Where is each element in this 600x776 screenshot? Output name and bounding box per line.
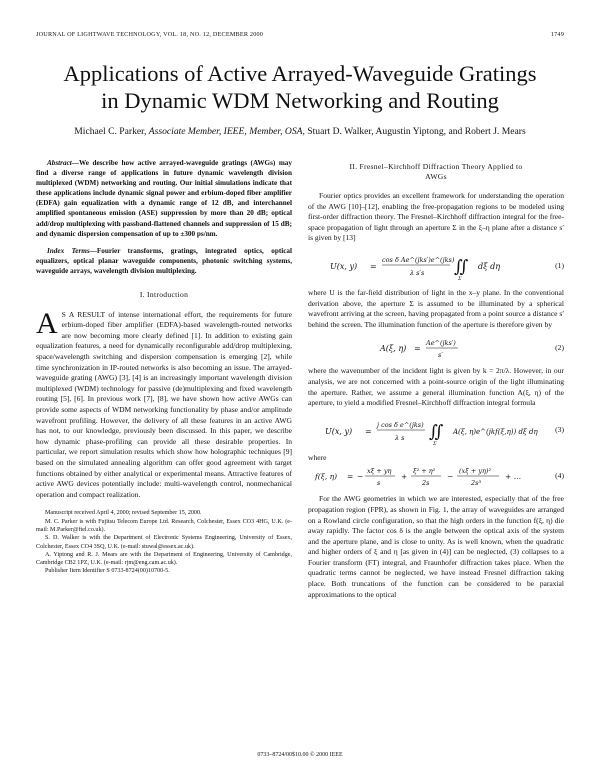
section-heading-line-1: II. Fresnel–Kirchhoff Diffraction Theory Applied to: [349, 162, 523, 171]
abstract-label: Abstract—: [47, 159, 79, 167]
left-column: [36, 158, 292, 576]
where-label: where: [308, 452, 327, 462]
title-line-1: Applications of Active Arrayed-Waveguide Gratings: [63, 61, 537, 86]
intro-paragraph: [36, 306, 292, 501]
equation-4-graphic: [315, 464, 535, 488]
abstract-text: We describe how active arrayed-waveguide gratings (AWGs) may find a diverse range of applications in future dynamic wavelength division multiplexed (WDM) networking and routing. Our initial simulations indicate that these applications include dynamic signal power and erbium-doped fiber amplifier (EDFA) gain equalization with a dynamic range of 12 dB, and interchannel amplified spontaneous emission (ASE) suppression by more than 20 dB; optical add/drop multiplexing with passband-flattened channels and suppression of 15 dB; and dynamic dispersion compensation of up to ±300 ps/nm.: [36, 159, 292, 238]
title-line-2: in Dynamic WDM Networking and Routing: [101, 88, 499, 113]
footnotes: [36, 509, 292, 575]
abstract: [36, 158, 292, 239]
intro-text: of intense international effort, the requirements for future erbium-doped fiber amplifier (EDFA)-based wavelength-routed networks are now becoming more clearly defined [1]. In addition to existing gain equalization features, a need for dynamically reconfigurable add/drop multiplexing, space/wavelength switching and dispersion compensation is emerging [2], while time synchronization in IP-routed networks is also becoming an issue. The arrayed-waveguide grating (AWG) [3], [4] is an increasingly important wavelength division multiplexed (WDM) technology for passive (de)multiplexing and fixed wavelength routing [5], [6]. In previous work [7], [8], we have shown how active AWGs can provide some aspects of WDM networking functionality by phase and/or amplitude wavefront profiling. However, the delivery of all these features in an active AWG has not, to our knowledge, previously been discussed. In this paper, we describe how dynamic phase-profiling can provide all these desirable properties. In particular, we report simulation results which show how holographic techniques [9] based on the simulated annealing algorithm can offer good agreement with target functions obtained by either analytical or experimental means. Attractive features of active AWG devices potentially include: multi-wavelength control, nonmechanical operation and compact realization.: [36, 309, 292, 499]
svg-text:Ae^(jks′): Ae^(jks′): [426, 339, 456, 348]
svg-text:dξ dη: dξ dη: [478, 261, 500, 271]
svg-text:xξ + yη: xξ + yη: [367, 467, 392, 476]
svg-text:+ …: + …: [505, 472, 522, 482]
svg-text:−: −: [357, 472, 364, 482]
svg-text:s: s: [377, 479, 381, 488]
svg-text:∬: ∬: [429, 421, 444, 442]
footnote: M. C. Parker is with Fujitsu Telecom Europe Ltd. Research, Colchester, Essex CO3 4HG, U.K. (e-mail: M.Parker@ftel.co.uk).: [36, 518, 292, 533]
author-rest: Stuart D. Walker, Augustin Yiptong, and Robert J. Mears: [307, 126, 526, 137]
equation-3-graphic: [325, 415, 538, 447]
svg-text:ξ² + η²: ξ² + η²: [413, 467, 436, 476]
svg-text:+: +: [401, 472, 408, 482]
section2-paragraph-4: For the AWG geometries in which we are interested, especially that of the free propagation region (FPR), as shown in Fig. 1, the array of waveguides are arranged on a Rowland circle configuration, so that the high orders in the function f(ξ, η) die away rapidly. The factor cos δ is the angle between the optical axis of the system and the aperture plane, and is close to unity. As is well known, when the quadratic and higher orders of ξ and η [as given in (4)] can be neglected, (3) collapses to a Fourier transform (FT) integral, and Fraunhofer diffraction takes place. When the quadratic terms cannot be neglected, we have instead Fresnel diffraction taking place. Both truncations of the function can be considered to be paraxial approximations to the optical: [308, 494, 564, 599]
author-first-affiliation: Associate Member, IEEE, Member, OSA,: [148, 126, 305, 137]
svg-text:=: =: [347, 472, 354, 482]
drop-cap: A: [36, 306, 58, 340]
svg-text:U(x, y): U(x, y): [325, 426, 353, 436]
svg-text:f(ξ, η): f(ξ, η): [315, 472, 338, 482]
equation-2-number: (2): [555, 343, 564, 353]
svg-text:Σ: Σ: [433, 440, 437, 447]
svg-text:j cos δ e^(jks): j cos δ e^(jks): [377, 420, 424, 429]
equation-1-graphic: [330, 250, 520, 282]
equation-2-graphic: [380, 336, 470, 360]
section-heading-introduction: I. Introduction: [139, 290, 189, 300]
svg-text:=: =: [370, 261, 377, 271]
svg-text:Σ: Σ: [458, 275, 462, 282]
equation-1: [308, 249, 564, 283]
footnote: Manuscript received April 4, 2000; revised September 15, 2000.: [45, 510, 202, 517]
footnote: Publisher Item Identifier S 0733-8724(00)10700-5.: [45, 568, 170, 575]
author-first: Michael C. Parker,: [74, 126, 147, 137]
equation-2: [308, 335, 564, 361]
section2-paragraph-2: where U is the far-field distribution of light in the x–y plane. In the conventional derivation above, the aperture Σ is assumed to be illuminated by a spherical wavefront arriving at the screen, having propagated from a point source a distance s′ behind the screen. The illumination function of the aperture is therefore given by: [308, 287, 564, 329]
svg-text:=: =: [414, 344, 421, 354]
paper-title: [20, 60, 580, 114]
page-number: 1749: [550, 31, 564, 38]
section2-paragraph-3: where the wavenumber of the incident light is given by k = 2π/λ. However, in our analysis, we are not concerned with a point-source origin of the light illuminating the aperture. Rather, we assume a general illumination function A(ξ, η) of the aperture, to yield a modified Fresnel–Kirchhoff diffraction integral formula: [308, 366, 564, 408]
equation-1-number: (1): [555, 260, 564, 270]
svg-text:s′: s′: [438, 351, 443, 360]
journal-name: JOURNAL OF LIGHTWAVE TECHNOLOGY, VOL. 18, NO. 12, DECEMBER 2000: [36, 31, 264, 38]
index-terms-text: Fourier transforms, gratings, integrated optics, optical equalizers, optical planar waveguide components, photonic switching systems, waveguide arrays, wavelength division multiplexing.: [36, 246, 292, 275]
svg-text:A(ξ, η): A(ξ, η): [380, 344, 407, 354]
section2-paragraph-1: Fourier optics provides an excellent framework for understanding the operation of the AWG [10]–[12], enabling the free-propagation regions to be modeled using first-order diffraction theory. The Fresnel–Kirchhoff diffraction integral for the free-space propagation of light through an aperture Σ in the ξ–η plane after a distance s′ is given by [13]: [308, 191, 564, 243]
footnote: A. Yiptong and R. J. Mears are with the Department of Engineering, University of Cambridge, Cambridge CB2 1PZ, U.K. (e-mail: rjm@eng.cam.ac.uk).: [36, 551, 292, 567]
svg-text:A(ξ, η)e^(jkf(ξ,η)) dξ dη: A(ξ, η)e^(jkf(ξ,η)) dξ dη: [453, 427, 538, 436]
index-terms-label: Index Terms—: [47, 246, 97, 255]
svg-text:−: −: [447, 472, 454, 482]
equation-3: [308, 414, 564, 448]
equation-3-number: (3): [555, 425, 564, 435]
intro-lead: S A RESULT: [61, 309, 105, 319]
svg-text:U(x, y): U(x, y): [330, 261, 358, 271]
svg-text:∬: ∬: [454, 256, 469, 277]
equation-4: [308, 463, 564, 489]
section-heading-fresnel: [308, 162, 564, 182]
running-header: [36, 31, 564, 38]
index-terms: [36, 246, 292, 276]
svg-text:cos δ Ae^(jks′)e^(jks): cos δ Ae^(jks′)e^(jks): [382, 255, 455, 264]
author-line: [20, 126, 580, 138]
equation-4-number: (4): [555, 471, 564, 481]
svg-text:2s: 2s: [422, 479, 430, 488]
svg-text:=: =: [365, 426, 372, 436]
svg-text:λ s′s: λ s′s: [410, 268, 425, 277]
svg-text:2s³: 2s³: [471, 479, 482, 488]
copyright-footer: 0733–8724/00$10.00 © 2000 IEEE: [257, 752, 343, 758]
svg-text:λ s: λ s: [395, 433, 405, 442]
right-column: [308, 158, 564, 600]
section-heading-line-2: AWGs: [425, 172, 447, 181]
svg-text:(xξ + yη)²: (xξ + yη)²: [459, 467, 492, 476]
footnote: S. D. Walker is with the Department of Electronic Systems Engineering, University of Essex, Colchester, Essex CO4 3SQ, U.K. (e-mail: stuwal@essex.ac.uk).: [36, 535, 292, 550]
